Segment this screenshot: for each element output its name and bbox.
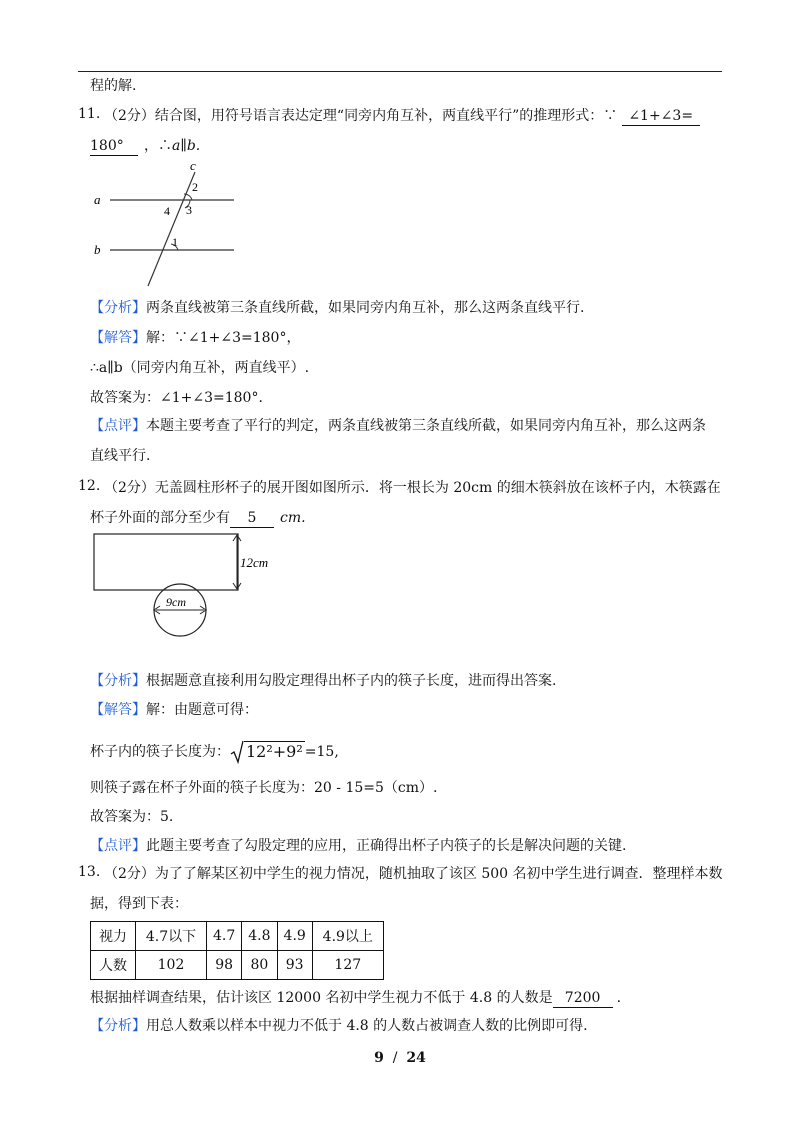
line-c <box>148 172 195 286</box>
q12-comment <box>90 836 626 856</box>
question-11-number: 11. <box>78 106 101 122</box>
solution-tag: 【解答】 <box>90 330 146 346</box>
comment-tag: 【点评】 <box>90 838 146 854</box>
label-1: 1 <box>172 235 178 249</box>
label-a: a <box>94 192 101 207</box>
comment-text: 此题主要考查了勾股定理的应用，正确得出杯子内筷子的长是解决问题的关键. <box>146 838 627 854</box>
table-cell: 4.7 <box>207 922 242 951</box>
vision-data-table <box>90 921 384 980</box>
table-cell: 93 <box>277 951 312 980</box>
solution-text: 解：∵∠1+∠3=180°， <box>146 330 301 346</box>
analysis-tag: 【分析】 <box>90 300 146 316</box>
q11-solution-line-3: 故答案为：∠1+∠3=180°． <box>90 390 273 406</box>
q11-stem-b: ，∴ <box>144 138 172 154</box>
cup-unfolded-figure <box>88 530 288 648</box>
question-13-stem-3 <box>90 988 621 1008</box>
label-b: b <box>94 242 101 257</box>
q12-solution-2b: =15, <box>304 744 339 760</box>
question-13-number: 13. <box>78 864 101 880</box>
page-number-footer <box>0 1050 800 1066</box>
solution-text: 解：由题意可得： <box>146 702 258 718</box>
q11-comment <box>90 416 706 436</box>
q11-solution <box>90 328 300 348</box>
analysis-text: 根据题意直接利用勾股定理得出杯子内的筷子长度，进而得出答案. <box>146 673 557 689</box>
table-cell: 102 <box>136 951 207 980</box>
q13-answer-blank: 7200 <box>553 989 613 1008</box>
comment-tag: 【点评】 <box>90 418 146 434</box>
q12-stem-2a: 杯子外面的部分至少有 <box>90 510 230 526</box>
q12-answer-blank: 5 <box>230 509 274 528</box>
table-cell: 80 <box>242 951 277 980</box>
q12-solution-line-4: 故答案为：5. <box>90 809 174 825</box>
q12-analysis <box>90 671 556 691</box>
analysis-tag: 【分析】 <box>90 673 146 689</box>
current-page: 9 <box>374 1050 384 1066</box>
analysis-tag: 【分析】 <box>90 1018 146 1034</box>
q12-solution <box>90 700 258 720</box>
question-12-stem: （2分）无盖圆柱形杯子的展开图如图所示．将一根长为 20cm 的细木筷斜放在该杯子内，木筷露在 <box>104 480 721 496</box>
table-row <box>91 951 384 980</box>
header-rule <box>78 71 722 72</box>
table-cell: 4.8 <box>242 922 277 951</box>
diameter-label: 9cm <box>166 595 186 609</box>
question-13-stem: （2分）为了了解某区初中学生的视力情况，随机抽取了该区 500 名初中学生进行调查．整理样本数 <box>104 866 723 882</box>
q11-answer-blank-b: 180° <box>90 137 138 156</box>
q11-stem-a: （2分）结合图，用符号语言表达定理“同旁内角互补，两直线平行”的推理形式：∵ <box>104 108 618 124</box>
q12-solution-line-3: 则筷子露在杯子外面的筷子长度为：20 - 15=5（cm）. <box>90 780 438 796</box>
previous-answer-tail: 程的解. <box>90 78 137 94</box>
table-cell: 4.9 <box>277 922 312 951</box>
table-cell: 视力 <box>91 922 136 951</box>
cup-side-rectangle <box>94 534 238 590</box>
square-root-expression <box>230 738 305 766</box>
question-11-stem <box>104 106 700 126</box>
q13-stem-3a: 根据抽样调查结果，估计该区 12000 名初中学生视力不低于 4.8 的人数是 <box>90 990 553 1006</box>
analysis-text: 用总人数乘以样本中视力不低于 4.8 的人数占被调查人数的比例即可得. <box>146 1018 588 1034</box>
label-4: 4 <box>164 204 170 218</box>
question-11-stem-2 <box>90 136 200 156</box>
q12-solution-line-2 <box>90 738 339 766</box>
label-3: 3 <box>186 203 192 217</box>
table-cell: 127 <box>312 951 383 980</box>
height-label: 12cm <box>240 555 269 570</box>
q11-comment-line-2: 直线平行. <box>90 448 151 464</box>
parallel-lines-figure <box>88 158 248 288</box>
table-cell: 98 <box>207 951 242 980</box>
table-cell: 4.9以上 <box>312 922 383 951</box>
solution-tag: 【解答】 <box>90 702 146 718</box>
q12-solution-2a: 杯子内的筷子长度为： <box>90 744 230 760</box>
q13-analysis <box>90 1016 588 1036</box>
total-pages: 24 <box>406 1050 426 1066</box>
label-c: c <box>190 158 196 173</box>
analysis-text: 两条直线被第三条直线所截，如果同旁内角互补，那么这两条直线平行. <box>146 300 585 316</box>
table-cell: 人数 <box>91 951 136 980</box>
sqrt-radicand: 12²+9² <box>246 742 303 761</box>
q13-stem-3b: . <box>616 990 622 1006</box>
q11-answer-blank-a: ∠1+∠3= <box>622 107 700 126</box>
q12-stem-2b: cm. <box>280 510 306 526</box>
question-12-number: 12. <box>78 478 101 494</box>
q11-analysis <box>90 298 584 318</box>
label-2: 2 <box>192 180 198 194</box>
comment-text: 本题主要考查了平行的判定，两条直线被第三条直线所截，如果同旁内角互补，那么这两条 <box>146 418 706 434</box>
q11-solution-line-2: ∴a∥b（同旁内角互补，两直线平）. <box>90 360 310 376</box>
question-13-stem-2: 据，得到下表： <box>90 896 188 912</box>
table-cell: 4.7以下 <box>136 922 207 951</box>
question-12-stem-2 <box>90 508 306 528</box>
table-header-row <box>91 922 384 951</box>
page-separator: / <box>392 1050 398 1066</box>
q11-conclusion: a∥b. <box>172 138 201 154</box>
radical-sign-icon <box>230 740 244 764</box>
